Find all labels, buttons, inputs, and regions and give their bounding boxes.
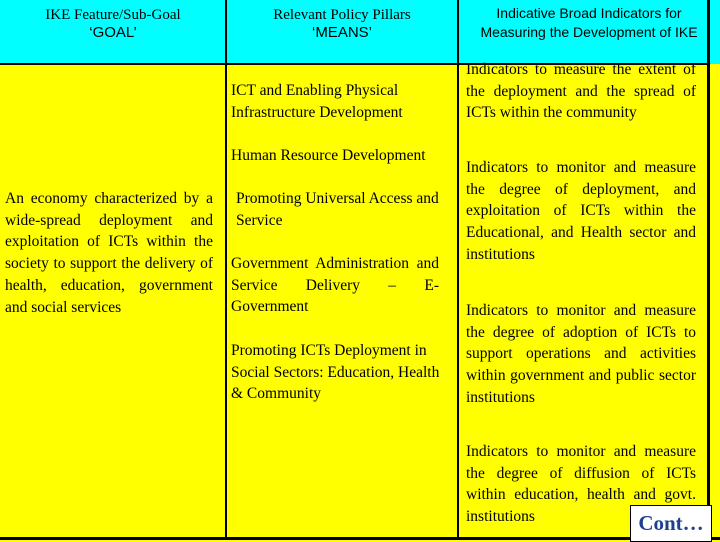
goal-header-title: IKE Feature/Sub-Goal	[45, 7, 181, 23]
continue-label[interactable]: Cont…	[630, 505, 712, 542]
indicator-diffusion: Indicators to monitor and measure the degree of diffusion of ICTs within education, health and govt. institutions	[466, 443, 696, 526]
pillar-human-resource: Human Resource Development	[231, 147, 426, 164]
pillar-ict-infrastructure: ICT and Enabling Physical Infrastructure Development	[231, 82, 403, 121]
indicator-government-adoption: Indicators to monitor and measure the degree of adoption of ICTs to support operations and activities within government and public sector institutions	[466, 302, 696, 406]
goal-header-subtitle: ‘GOAL’	[89, 24, 137, 41]
column-divider-3	[707, 0, 710, 540]
pillars-header-title: Relevant Policy Pillars	[273, 7, 411, 23]
indicator-community-spread: Indicators to measure the extent of the deployment and the spread of ICTs within the community	[466, 61, 696, 122]
column-divider-1	[225, 0, 227, 540]
pillar-e-government: Government Administration and Service Delivery – E-Government	[231, 255, 439, 316]
goal-description: An economy characterized by a wide-spread deployment and exploitation of ICTs within the society to support the delivery of health, education, government and social services	[5, 190, 213, 316]
indicators-column-header	[458, 0, 720, 64]
goal-column-header	[0, 0, 226, 64]
column-divider-2	[457, 0, 459, 540]
pillar-social-sectors: Promoting ICTs Deployment in Social Sectors: Education, Health & Community	[231, 342, 440, 403]
pillars-column-header	[226, 0, 458, 64]
pillars-header-subtitle: ‘MEANS’	[311, 24, 372, 41]
pillar-universal-access: Promoting Universal Access and Service	[236, 190, 439, 229]
indicators-header-title: Indicative Broad Indicators for Measuring the Development of IKE	[480, 5, 698, 40]
indicator-education-health: Indicators to monitor and measure the degree of deployment, and exploitation of ICTs within the Educational, and Health sector and institutions	[466, 159, 696, 263]
